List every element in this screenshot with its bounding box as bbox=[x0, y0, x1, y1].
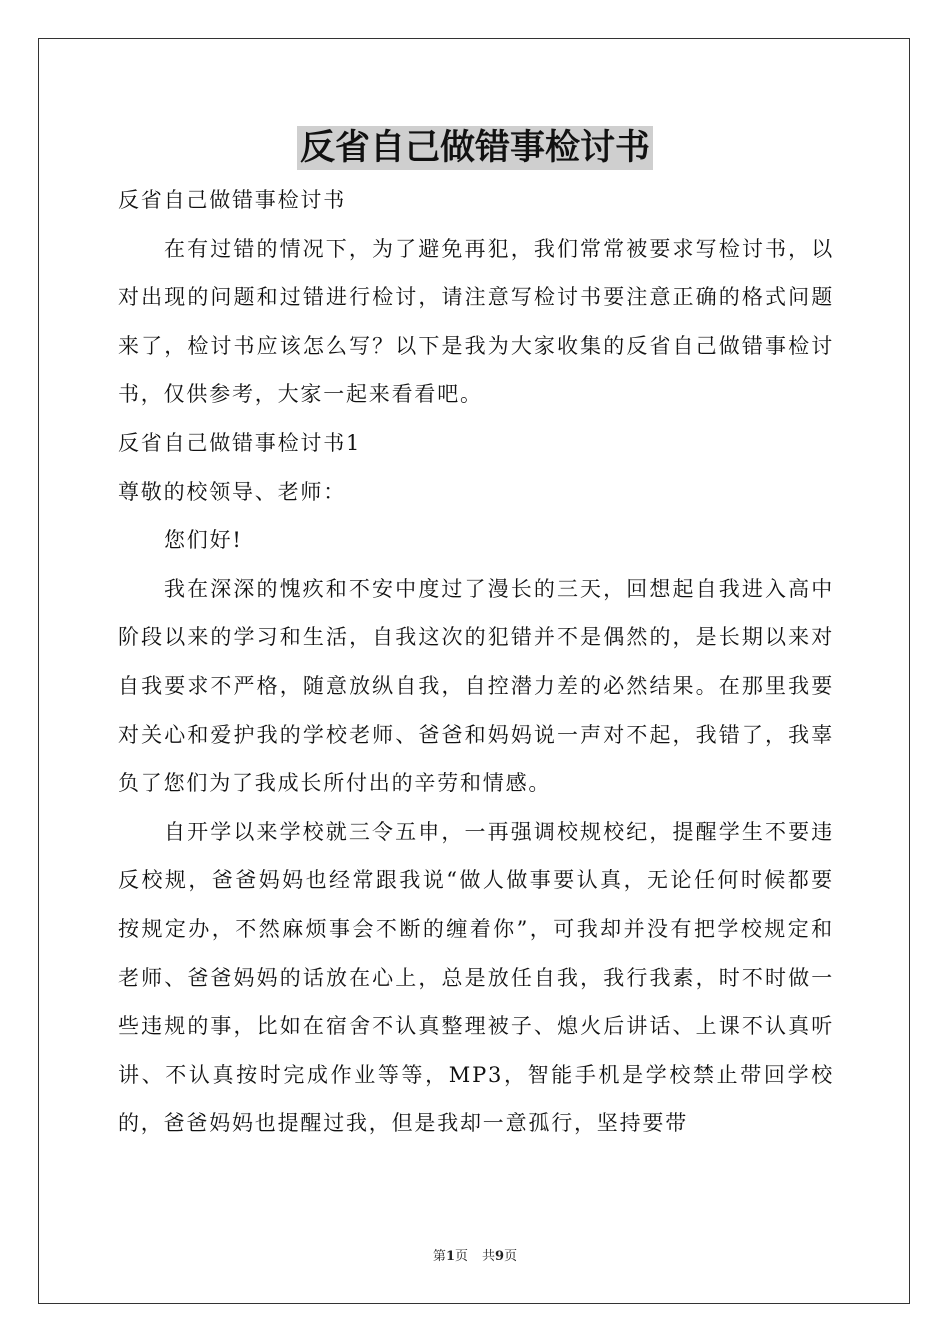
page-footer bbox=[0, 1248, 950, 1266]
page-suffix: 页 bbox=[454, 1249, 468, 1264]
total-suffix: 页 bbox=[504, 1249, 518, 1264]
page-current: 1 bbox=[445, 1249, 455, 1264]
page-prefix: 第 bbox=[432, 1249, 446, 1264]
title-wrap bbox=[0, 126, 950, 170]
paragraph-subtitle: 反省自己做错事检讨书 bbox=[118, 188, 346, 212]
page-total: 9 bbox=[495, 1249, 505, 1264]
total-prefix: 共 bbox=[482, 1249, 496, 1264]
paragraph-greeting: 您们好! bbox=[164, 528, 243, 553]
paragraph-intro: 在有过错的情况下，为了避免再犯，我们常常被要求写检讨书，以对出现的问题和过错进行检讨，请注意写检讨书要注意正确的格式问题来了，检讨书应该怎么写？以下是我为大家收集的反省自己做错事检讨书，仅供参考，大家一起来看看吧。 bbox=[118, 236, 834, 407]
document-title: 反省自己做错事检讨书 bbox=[297, 126, 653, 170]
paragraph-salutation: 尊敬的校领导、老师： bbox=[118, 479, 346, 504]
document-body bbox=[118, 176, 834, 1148]
paragraph-section-heading: 反省自己做错事检讨书1 bbox=[118, 430, 362, 455]
paragraph-body-2: 自开学以来学校就三令五申，一再强调校规校纪，提醒学生不要违反校规，爸爸妈妈也经常跟我说“做人做事要认真，无论任何时候都要按规定办，不然麻烦事会不断的缠着你”，可我却并没有把学校规定和老师、爸爸妈妈的话放在心上，总是放任自我，我行我素，时不时做一些违规的事，比如在宿舍不认真整理被子、熄火后讲话、上课不认真听讲、不认真按时完成作业等等，MP3，智能手机是学校禁止带回学校的，爸爸妈妈也提醒过我，但是我却一意孤行，坚持要带 bbox=[118, 819, 834, 1136]
paragraph-body-1: 我在深深的愧疚和不安中度过了漫长的三天，回想起自我进入高中阶段以来的学习和生活，自我这次的犯错并不是偶然的，是长期以来对自我要求不严格，随意放纵自我，自控潜力差的必然结果。在那里我要对关心和爱护我的学校老师、爸爸和妈妈说一声对不起，我错了，我辜负了您们为了我成长所付出的辛劳和情感。 bbox=[118, 576, 834, 796]
